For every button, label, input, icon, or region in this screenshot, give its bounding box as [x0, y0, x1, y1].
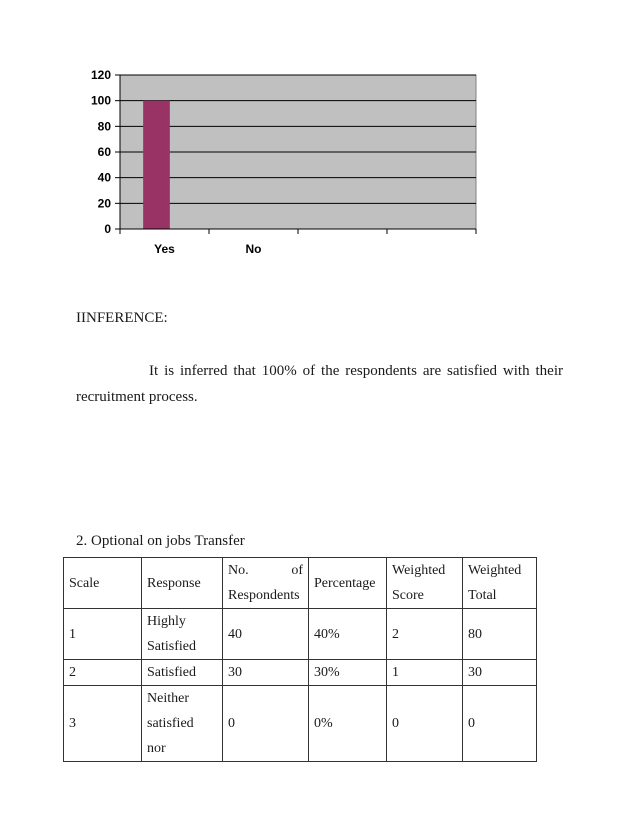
y-tick-label: 60: [97, 145, 111, 159]
cell-respondents: 30: [223, 660, 309, 686]
cell-response-line-1: Neither: [147, 691, 189, 706]
header-weighted-total-line-2: Total: [468, 588, 497, 603]
bars: [143, 101, 170, 229]
cell-respondents: 0: [223, 686, 309, 762]
x-axis-ticks: [120, 229, 476, 234]
cell-response-line-3: nor: [147, 741, 166, 756]
table-row: [64, 609, 537, 660]
y-tick-label: 80: [97, 119, 111, 134]
cell-weighted-score: 0: [387, 686, 463, 762]
cell-percentage: 0%: [309, 686, 387, 762]
x-tick-label: Yes: [154, 242, 175, 256]
data-table: [63, 557, 537, 762]
header-percentage: Percentage: [309, 558, 387, 609]
cell-percentage: 40%: [309, 609, 387, 660]
cell-response: [142, 609, 223, 660]
x-tick-label: No: [245, 242, 262, 256]
header-response: Response: [142, 558, 223, 609]
cell-weighted-total: 0: [463, 686, 537, 762]
inference-line-1: It is inferred that 100% of the respondents are satisfied with their: [149, 363, 563, 379]
cell-response-line-1: Highly: [147, 614, 186, 629]
table-row: [64, 686, 537, 762]
cell-scale: 1: [64, 609, 142, 660]
cell-respondents: 40: [223, 609, 309, 660]
inference-paragraph: [76, 358, 563, 410]
y-tick-label: 0: [104, 222, 111, 236]
header-weighted-score: [387, 558, 463, 609]
cell-response-line-2: Satisfied: [147, 639, 196, 654]
cell-response: [142, 686, 223, 762]
bar-chart: [0, 0, 638, 270]
bar-yes: [143, 101, 170, 229]
y-axis-ticks: [91, 68, 120, 236]
y-tick-label: 120: [90, 68, 111, 82]
cell-scale: 3: [64, 686, 142, 762]
table-header-row: [64, 558, 537, 609]
inference-line-2: recruitment process.: [76, 389, 198, 405]
header-respondents-part-3: Respondents: [228, 588, 300, 603]
header-weighted-total-line-1: Weighted: [468, 563, 522, 578]
header-weighted-score-line-2: Score: [392, 588, 424, 603]
y-tick-label: 100: [90, 93, 111, 108]
header-respondents-part-2: of: [291, 563, 303, 578]
cell-response-line-2: satisfied: [147, 716, 194, 731]
cell-percentage: 30%: [309, 660, 387, 686]
cell-response: Satisfied: [142, 660, 223, 686]
x-axis-labels: [154, 242, 261, 256]
table-title: 2. Optional on jobs Transfer: [76, 533, 245, 549]
header-weighted-total: [463, 558, 537, 609]
table-row: [64, 660, 537, 686]
header-weighted-score-line-1: Weighted: [392, 563, 446, 578]
cell-weighted-score: 2: [387, 609, 463, 660]
header-respondents: [223, 558, 309, 609]
header-respondents-part-1: No.: [228, 563, 249, 578]
header-scale: Scale: [64, 558, 142, 609]
y-tick-label: 40: [97, 170, 111, 185]
y-tick-label: 20: [97, 196, 111, 211]
cell-weighted-total: 80: [463, 609, 537, 660]
cell-weighted-total: 30: [463, 660, 537, 686]
cell-scale: 2: [64, 660, 142, 686]
inference-heading: IINFERENCE:: [76, 310, 168, 326]
cell-weighted-score: 1: [387, 660, 463, 686]
